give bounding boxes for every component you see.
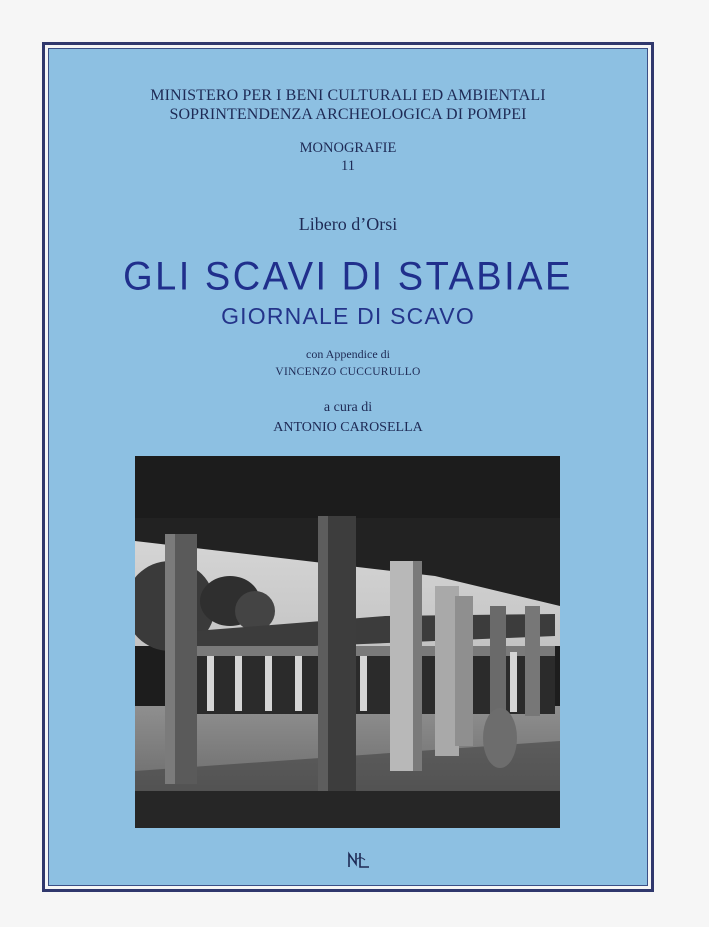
editor-label: a cura di: [323, 400, 373, 415]
publisher-logo: [345, 850, 375, 870]
book-subtitle: GIORNALE DI SCAVO: [221, 303, 475, 329]
appendix-label: con Appendice di: [306, 347, 390, 361]
book-title: GLI SCAVI DI STABIAE: [123, 254, 573, 300]
publisher-line1: MINISTERO PER I BENI CULTURALI ED AMBIENTALI: [150, 87, 546, 104]
editor-name: ANTONIO CAROSELLA: [273, 420, 423, 435]
author-name: Libero d’Orsi: [298, 214, 398, 234]
series-name: MONOGRAFIE: [299, 140, 397, 156]
cover-photo-peristyle: [135, 456, 560, 828]
appendix-author: VINCENZO CUCCURULLO: [275, 366, 421, 378]
publisher-line2: SOPRINTENDENZA ARCHEOLOGICA DI POMPEI: [169, 106, 527, 123]
publisher-logo-mark: [345, 850, 375, 870]
publisher-block: [48, 86, 648, 124]
peristyle-photo-image: [135, 456, 560, 828]
editor-block: [48, 398, 648, 438]
series-block: [48, 139, 648, 175]
appendix-block: [48, 345, 648, 381]
series-number: 11: [341, 158, 355, 174]
